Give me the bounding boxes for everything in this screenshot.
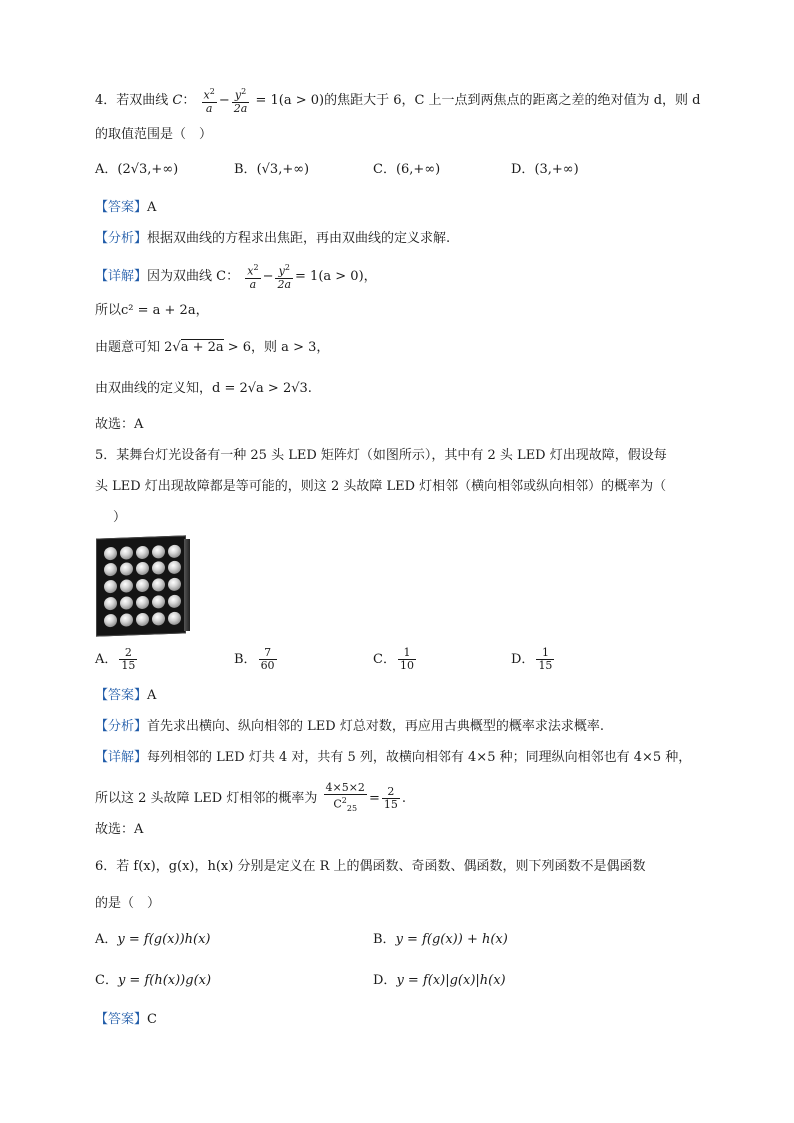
q6-answer: 【答案】C (95, 1012, 157, 1027)
led-bulb (168, 611, 181, 624)
q4-detail-line1: 【详解】因为双曲线 C： $\frac{x^2}{a}$ − $\frac{y^2}{2a}$ = 1(a > 0)， (95, 263, 377, 291)
q5-detail-line1: 【详解】每列相邻的 LED 灯共 4 对，共有 5 列，故横向相邻有 4×5 种；同理纵向相邻也有 4×5 种， (95, 750, 692, 765)
q4-detail-fraction-y: $\frac{y^2}{2a}$ (277, 263, 292, 291)
led-bulb (120, 613, 133, 626)
q4-stem-line1: 4．若双曲线 C： $\frac{x^2}{a}$ − $\frac{y^2}{2a}$ = 1(a > 0)的焦距大于 6，C 上一点到两焦点的距离之差的绝对值为 d，则 d (95, 87, 701, 115)
led-bulb (104, 546, 117, 559)
led-bulb (152, 612, 165, 625)
led-bulb (136, 612, 149, 625)
q4-condition: (a > 0) (278, 92, 325, 108)
q4-option-a: A．(2√3,+∞) (95, 162, 179, 177)
q6-option-b: B．y = f(g(x)) + h(x) (373, 932, 508, 947)
led-bulb (136, 579, 149, 592)
answer-tag: 【答案】 (95, 200, 148, 215)
led-bulb (104, 563, 117, 576)
q5-stem-line2: 头 LED 灯出现故障都是等可能的，则这 2 头故障 LED 灯相邻（横向相邻或纵向相邻）的概率为（ (95, 479, 667, 494)
q4-option-c: C．(6,+∞) (373, 162, 441, 177)
q5-answer: 【答案】A (95, 688, 157, 703)
q5-result-fraction: $\frac{2}{15}$ (383, 784, 398, 811)
q4-fraction-x: $\frac{x^2}{a}$ (203, 87, 215, 115)
led-bulb (152, 545, 165, 558)
led-bulb (120, 546, 133, 559)
led-bulb (120, 579, 133, 592)
q4-stem-suffix: 的焦距大于 6，C 上一点到两焦点的距离之差的绝对值为 d，则 d (324, 92, 701, 108)
analysis-tag: 【分析】 (95, 231, 148, 246)
q5-option-b: B． $\frac{7}{60}$ (234, 646, 275, 672)
q5-analysis: 【分析】首先求出横向、纵向相邻的 LED 灯总对数，再应用古典概型的概率求法求概率. (95, 719, 604, 734)
q4-fraction-y: $\frac{y^2}{2a}$ (233, 87, 248, 115)
led-bulb (168, 595, 181, 608)
q4-curve-name: C (172, 92, 183, 108)
q5-stem-line3: ） (113, 510, 127, 525)
q4-detail-line4: 由双曲线的定义知，d = 2√a > 2√3. (95, 381, 312, 396)
led-bulb (120, 596, 133, 609)
q5-stem-line1: 5．某舞台灯光设备有一种 25 头 LED 矩阵灯（如图所示），其中有 2 头 LED 灯出现故障，假设每 (95, 448, 667, 463)
q4-detail-line2: 所以c² = a + 2a， (95, 303, 209, 318)
led-bulb (168, 544, 181, 557)
led-bulb (168, 578, 181, 591)
q4-stem-prefix: 4．若双曲线 (95, 92, 169, 108)
q5-option-c: C． $\frac{1}{10}$ (373, 646, 414, 672)
led-bulb (136, 545, 149, 558)
q6-option-c: C．y = f(h(x))g(x) (95, 973, 212, 988)
led-bulb (104, 580, 117, 593)
q4-option-b: B．(√3,+∞) (234, 162, 310, 177)
q6-stem-line2: 的是（ ） (95, 896, 161, 911)
led-bulb (136, 596, 149, 609)
led-bulb (136, 562, 149, 575)
led-bulb (120, 563, 133, 576)
detail-tag: 【详解】 (95, 268, 148, 284)
answer-tag: 【答案】 (95, 1012, 148, 1027)
q4-answer: 【答案】A (95, 200, 157, 215)
q4-detail-line3: 由题意可知 2√a + 2a > 6，则 a > 3， (95, 340, 330, 355)
led-bulb (152, 561, 165, 574)
analysis-tag: 【分析】 (95, 719, 148, 734)
q4-choose: 故选：A (95, 417, 144, 432)
q4-analysis: 【分析】根据双曲线的方程求出焦距，再由双曲线的定义求解. (95, 231, 451, 246)
led-bulb (104, 597, 117, 610)
q5-option-d: D． $\frac{1}{15}$ (511, 646, 553, 672)
q4-option-d: D．(3,+∞) (511, 162, 579, 177)
led-matrix-side (184, 539, 190, 631)
q5-detail-line2: 所以这 2 头故障 LED 灯相邻的概率为 $\frac{4\times 5\times 2}{C^2_{25}}$ = $\frac{2}{15}$ . (95, 781, 406, 813)
led-bulb (168, 561, 181, 574)
q4-detail-fraction-x: $\frac{x^2}{a}$ (247, 263, 259, 291)
q5-choose: 故选：A (95, 822, 144, 837)
led-bulb (152, 595, 165, 608)
led-bulb (104, 614, 117, 627)
answer-tag: 【答案】 (95, 688, 148, 703)
led-matrix-panel (96, 535, 186, 636)
q5-probability-fraction: $\frac{4\times 5\times 2}{C^2_{25}}$ (325, 781, 365, 813)
detail-tag: 【详解】 (95, 750, 148, 765)
q5-option-a: A． $\frac{2}{15}$ (95, 646, 136, 672)
q6-option-a: A．y = f(g(x))h(x) (95, 932, 211, 947)
led-bulb (152, 578, 165, 591)
q4-stem-line2: 的取值范围是（ ） (95, 127, 213, 142)
led-matrix-image (96, 537, 192, 637)
q6-option-d: D．y = f(x)|g(x)|h(x) (373, 973, 506, 988)
led-grid (102, 543, 182, 630)
q6-stem-line1: 6．若 f(x)，g(x)，h(x) 分别是定义在 R 上的偶函数、奇函数、偶函数，则下列函数不是偶函数 (95, 859, 646, 874)
